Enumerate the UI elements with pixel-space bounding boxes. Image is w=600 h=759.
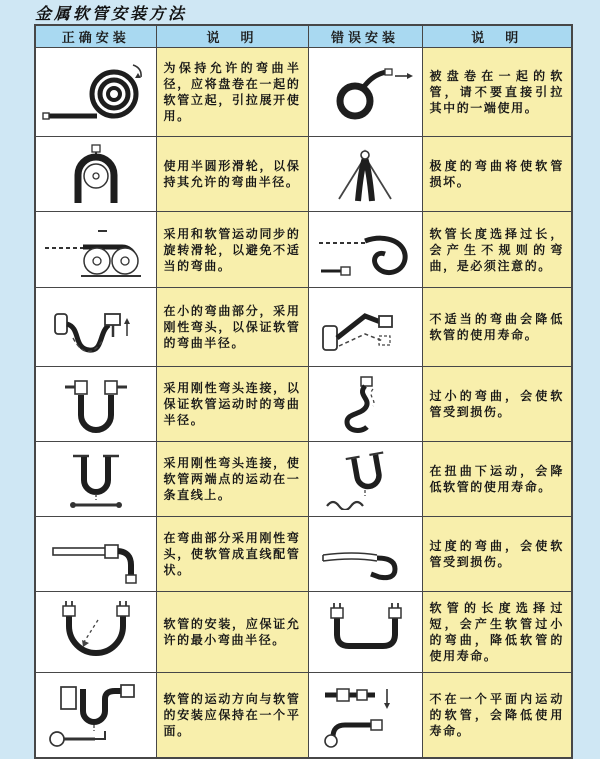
table-row xyxy=(35,517,572,592)
correct-description: 软管的运动方向与软管的安装应保持在一个平面。 xyxy=(156,673,308,759)
correct-description: 在弯曲部分采用刚性弯头，使软管成直线配管状。 xyxy=(156,517,308,592)
too-short-hose-illustration xyxy=(309,598,422,666)
wrong-description: 软管长度选择过长，会产生不规则的弯曲，是必须注意的。 xyxy=(422,212,572,288)
twisted-motion-illustration xyxy=(309,448,422,510)
kinked-hose-illustration xyxy=(309,143,422,205)
wrong-illustration-cell xyxy=(308,367,422,442)
correct-illustration-cell xyxy=(35,212,156,288)
table-row xyxy=(35,212,572,288)
page-title: 金属软管安装方法 xyxy=(35,4,188,23)
wrong-description: 不适当的弯曲会降低软管的使用寿命。 xyxy=(422,288,572,367)
wrong-description: 在扭曲下运动，会降低软管的使用寿命。 xyxy=(422,442,572,517)
correct-description: 采用刚性弯头连接，使软管两端点的运动在一条直线上。 xyxy=(156,442,308,517)
coiled-hose-pulled-illustration xyxy=(309,59,422,125)
header-correct-description: 说 明 xyxy=(156,25,308,48)
over-bent-end-illustration xyxy=(309,523,422,585)
wrong-description: 软管的长度选择过短，会产生软管过小的弯曲，降低软管的使用寿命。 xyxy=(422,592,572,673)
header-wrong-description: 说 明 xyxy=(422,25,572,48)
wrong-description: 不在一个平面内运动的软管，会降低使用寿命。 xyxy=(422,673,572,759)
table-row xyxy=(35,48,572,137)
correct-description: 采用刚性弯头连接，以保证软管运动时的弯曲半径。 xyxy=(156,367,308,442)
correct-description: 采用和软管运动同步的旋转滑轮，以避免不适当的弯曲。 xyxy=(156,212,308,288)
wrong-description: 极度的弯曲将使软管损坏。 xyxy=(422,137,572,212)
in-plane-motion-illustration xyxy=(36,679,156,751)
correct-illustration-cell xyxy=(35,367,156,442)
wrong-description: 被盘卷在一起的软管，请不要直接引拉其中的一端使用。 xyxy=(422,48,572,137)
rigid-elbow-small-bend-illustration xyxy=(36,294,156,360)
correct-illustration-cell xyxy=(35,517,156,592)
table-row xyxy=(35,137,572,212)
correct-illustration-cell xyxy=(35,592,156,673)
pulley-hose-illustration xyxy=(36,143,156,205)
table-row xyxy=(35,592,572,673)
wrong-illustration-cell xyxy=(308,517,422,592)
coiled-hose-unroll-illustration xyxy=(36,57,156,127)
straight-line-motion-illustration xyxy=(36,448,156,510)
correct-illustration-cell xyxy=(35,137,156,212)
table-row xyxy=(35,442,572,517)
correct-description: 软管的安装，应保证允许的最小弯曲半径。 xyxy=(156,592,308,673)
correct-illustration-cell xyxy=(35,48,156,137)
correct-illustration-cell xyxy=(35,442,156,517)
out-of-plane-motion-illustration xyxy=(309,679,422,751)
wrong-illustration-cell xyxy=(308,48,422,137)
wrong-illustration-cell xyxy=(308,592,422,673)
header-wrong-install: 错误安装 xyxy=(308,25,422,48)
wrong-illustration-cell xyxy=(308,288,422,367)
rigid-elbow-u-loop-illustration xyxy=(36,373,156,435)
straight-piping-elbow-illustration xyxy=(36,523,156,585)
header-correct-install: 正确安装 xyxy=(35,25,156,48)
header-row xyxy=(35,25,572,48)
improper-bend-illustration xyxy=(309,294,422,360)
wrong-illustration-cell xyxy=(308,442,422,517)
irregular-loop-illustration xyxy=(309,219,422,281)
correct-description: 在小的弯曲部分，采用刚性弯头，以保证软管的弯曲半径。 xyxy=(156,288,308,367)
out-of-plane-motion-illustration-cell xyxy=(308,673,422,759)
table-row xyxy=(35,367,572,442)
rotating-pulleys-illustration xyxy=(36,219,156,281)
in-plane-motion-illustration-cell xyxy=(35,673,156,759)
too-small-bend-illustration xyxy=(309,373,422,435)
wrong-description: 过度的弯曲，会使软管受到损伤。 xyxy=(422,517,572,592)
table-row xyxy=(35,673,572,759)
table-row xyxy=(35,288,572,367)
wrong-illustration-cell xyxy=(308,137,422,212)
wrong-description: 过小的弯曲，会使软管受到损伤。 xyxy=(422,367,572,442)
correct-illustration-cell xyxy=(35,288,156,367)
minimum-radius-u-illustration xyxy=(36,598,156,666)
correct-description: 使用半圆形滑轮，以保持其允许的弯曲半径。 xyxy=(156,137,308,212)
installation-methods-table xyxy=(34,24,573,759)
wrong-illustration-cell xyxy=(308,212,422,288)
correct-description: 为保持允许的弯曲半径，应将盘卷在一起的软管立起，引拉展开使用。 xyxy=(156,48,308,137)
